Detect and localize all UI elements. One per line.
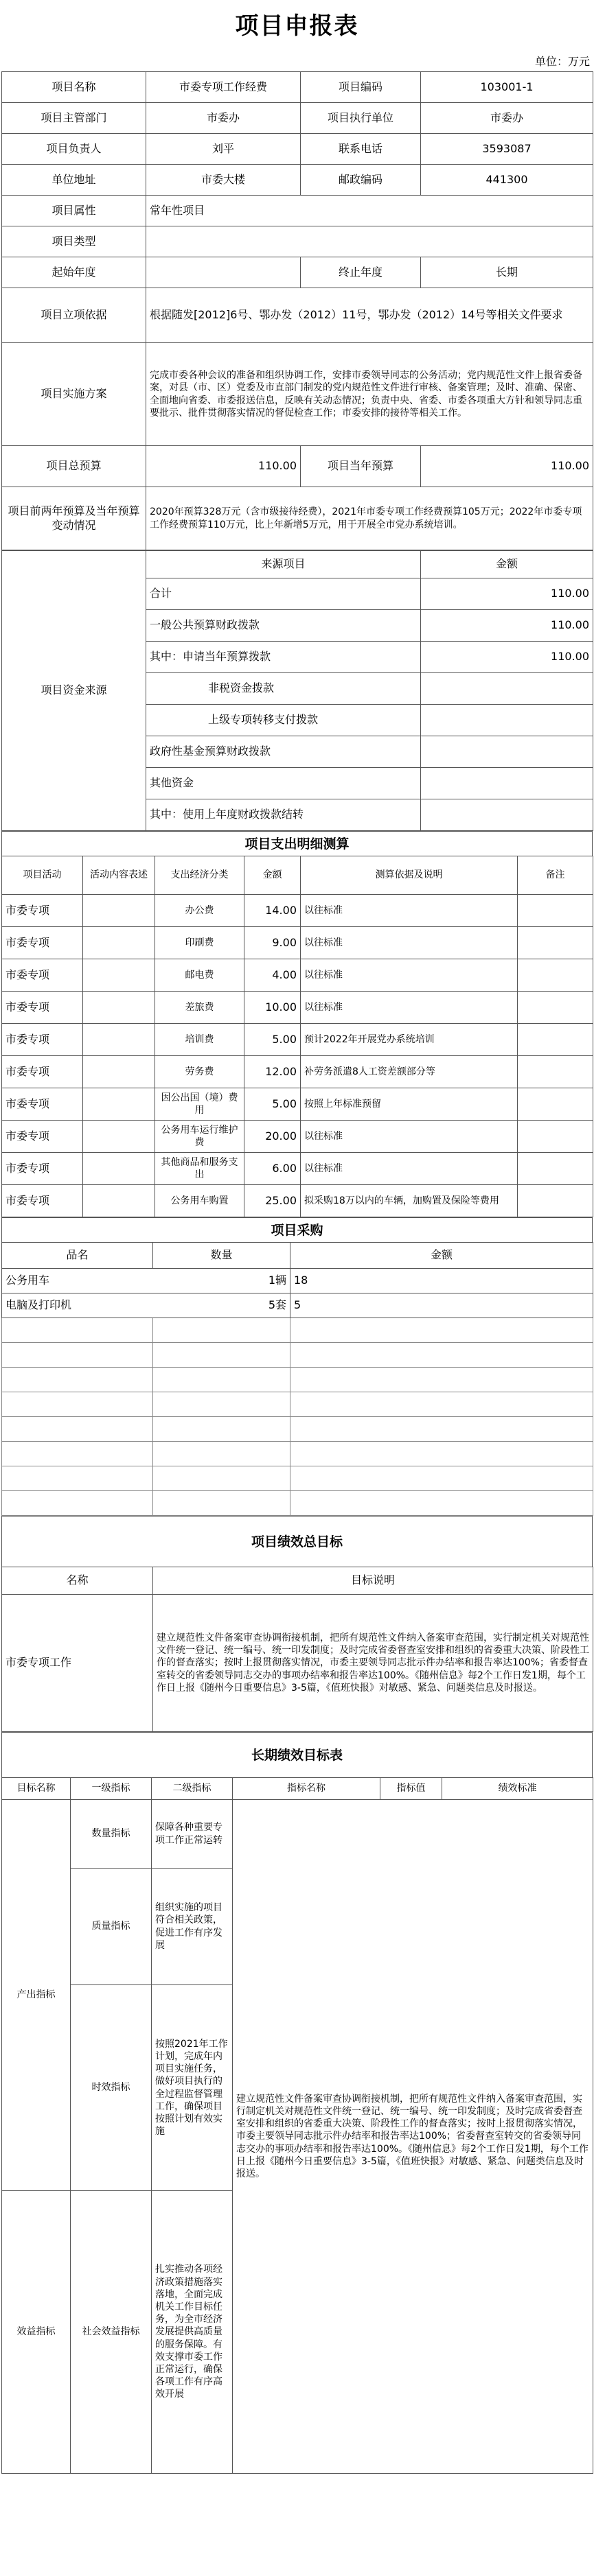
long-level2: 按照2021年工作计划，完成年内项目实施任务，做好项目执行的全过程监督管理工作，确保项目按照计划有效实施 <box>152 1985 233 2191</box>
expense-content <box>83 895 155 927</box>
year-label: 项目当年预算 <box>301 446 421 487</box>
funds-row-amount <box>421 705 593 736</box>
expense-table <box>1 856 593 1217</box>
attr-label: 项目属性 <box>2 196 146 226</box>
purchase-blank-row <box>2 1343 593 1368</box>
long-level1: 时效指标 <box>71 1985 152 2191</box>
funds-row-name: 一般公共预算财政拨款 <box>146 610 421 642</box>
purchase-header: 数量 <box>153 1243 290 1269</box>
expense-row <box>2 992 593 1024</box>
funds-row-amount: 110.00 <box>421 642 593 673</box>
expense-category: 公务用车运行维护费 <box>155 1121 244 1153</box>
expense-row <box>2 959 593 992</box>
purchase-blank-row <box>2 1392 593 1417</box>
expense-basis: 预计2022年开展党办系统培训 <box>301 1024 518 1056</box>
funds-table <box>1 550 593 831</box>
expense-activity: 市委专项 <box>2 895 83 927</box>
expense-amount: 4.00 <box>244 959 301 992</box>
expense-activity: 市委专项 <box>2 1121 83 1153</box>
unit-label: 单位：万元 <box>534 55 590 68</box>
basis-label: 项目立项依据 <box>2 288 146 343</box>
expense-basis: 以往标准 <box>301 927 518 959</box>
funds-row-name: 上级专项转移支付拨款 <box>146 705 421 736</box>
expense-category: 培训费 <box>155 1024 244 1056</box>
zip-value: 441300 <box>421 165 593 196</box>
goal-table <box>1 1567 593 1732</box>
change-value: 2020年预算328万元（含市级接待经费），2021年市委专项工作经费预算105万元；2022年市委专项工作经费预算110万元，比上年新增5万元，用于开展全市党办系统培训。 <box>146 487 593 550</box>
expense-header: 金额 <box>244 856 301 895</box>
start-value <box>146 257 301 288</box>
goal-col-desc: 目标说明 <box>153 1567 593 1595</box>
basis-value: 根据随发[2012]6号、鄂办发（2012）11号，鄂办发（2012）14号等相关文件要求 <box>146 288 593 343</box>
long-header: 二级指标 <box>152 1778 233 1800</box>
end-value: 长期 <box>421 257 593 288</box>
expense-note <box>518 992 593 1024</box>
expense-content <box>83 1153 155 1185</box>
expense-basis: 以往标准 <box>301 895 518 927</box>
expense-note <box>518 895 593 927</box>
purchase-amount: 18 <box>290 1269 593 1293</box>
expense-header: 测算依据及说明 <box>301 856 518 895</box>
expense-basis: 以往标准 <box>301 959 518 992</box>
end-label: 终止年度 <box>301 257 421 288</box>
long-header: 指标值 <box>380 1778 442 1800</box>
name-label: 项目名称 <box>2 72 146 103</box>
long-header: 指标名称 <box>233 1778 380 1800</box>
long-level2: 扎实推动各项经济政策措施落实落地，全面完成机关工作目标任务，为全市经济发展提供高质量的服务保障。有效支撑市委工作正常运行，确保各项工作有序高效开展 <box>152 2191 233 2474</box>
change-label: 项目前两年预算及当年预算变动情况 <box>2 487 146 550</box>
name-value: 市委专项工作经费 <box>146 72 301 103</box>
plan-label: 项目实施方案 <box>2 343 146 446</box>
purchase-item: 电脑及打印机 <box>2 1293 153 1318</box>
expense-row <box>2 1153 593 1185</box>
expense-category: 印刷费 <box>155 927 244 959</box>
expense-amount: 5.00 <box>244 1024 301 1056</box>
expense-category: 其他商品和服务支出 <box>155 1153 244 1185</box>
expense-content <box>83 1088 155 1121</box>
expense-activity: 市委专项 <box>2 992 83 1024</box>
expense-category: 公务用车购置 <box>155 1185 244 1217</box>
funds-row-name: 其他资金 <box>146 768 421 799</box>
basic-info-table <box>1 71 593 550</box>
purchase-qty: 1辆 <box>153 1269 290 1293</box>
expense-note <box>518 1185 593 1217</box>
goal-name: 市委专项工作 <box>2 1595 153 1732</box>
phone-value: 3593087 <box>421 134 593 165</box>
type-label: 项目类型 <box>2 226 146 257</box>
addr-label: 单位地址 <box>2 165 146 196</box>
exec-label: 项目执行单位 <box>301 103 421 134</box>
expense-note <box>518 1153 593 1185</box>
start-label: 起始年度 <box>2 257 146 288</box>
expense-content <box>83 1024 155 1056</box>
funds-row-name: 其中：申请当年预算拨款 <box>146 642 421 673</box>
expense-activity: 市委专项 <box>2 1056 83 1088</box>
expense-row <box>2 1088 593 1121</box>
expense-activity: 市委专项 <box>2 959 83 992</box>
expense-amount: 6.00 <box>244 1153 301 1185</box>
expense-note <box>518 927 593 959</box>
funds-col-source: 来源项目 <box>146 551 421 578</box>
expense-amount: 9.00 <box>244 927 301 959</box>
expense-amount: 12.00 <box>244 1056 301 1088</box>
type-value <box>146 226 593 257</box>
zip-label: 邮政编码 <box>301 165 421 196</box>
long-cat-effect: 效益指标 <box>2 2191 71 2474</box>
person-label: 项目负责人 <box>2 134 146 165</box>
expense-content <box>83 1121 155 1153</box>
expense-row <box>2 1056 593 1088</box>
long-level2: 保障各种重要专项工作正常运转 <box>152 1800 233 1869</box>
funds-row-name: 其中：使用上年度财政拨款结转 <box>146 799 421 831</box>
funds-row-amount <box>421 736 593 768</box>
long-header: 目标名称 <box>2 1778 71 1800</box>
code-value: 103001-1 <box>421 72 593 103</box>
long-header: 绩效标准 <box>442 1778 593 1800</box>
purchase-blank-row <box>2 1442 593 1466</box>
expense-basis: 以往标准 <box>301 1153 518 1185</box>
expense-amount: 14.00 <box>244 895 301 927</box>
funds-row-name: 非税资金拨款 <box>146 673 421 705</box>
code-label: 项目编码 <box>301 72 421 103</box>
expense-basis: 以往标准 <box>301 992 518 1024</box>
expense-basis: 补劳务派遣8人工资差额部分等 <box>301 1056 518 1088</box>
form-title: 项目申报表 <box>235 12 359 40</box>
expense-content <box>83 992 155 1024</box>
long-term-table <box>1 1777 593 2474</box>
expense-note <box>518 1024 593 1056</box>
funds-row-amount: 110.00 <box>421 610 593 642</box>
expense-activity: 市委专项 <box>2 927 83 959</box>
attr-value: 常年性项目 <box>146 196 593 226</box>
purchase-header: 金额 <box>290 1243 593 1269</box>
purchase-qty: 5套 <box>153 1293 290 1318</box>
plan-value: 完成市委各种会议的准备和组织协调工作，安排市委领导同志的公务活动；党内规范性文件上报省委备案，对县（市、区）党委及市直部门制发的党内规范性文件进行审核、备案管理；及时、准确、保密、全面地向省委、市委报送信息，反映有关动态情况；负责中央、省委、市委各项重大方针和领导同志重要批示、批件贯彻落实情况的督促检查工作；市委安排的接待等相关工作。 <box>146 343 593 446</box>
expense-amount: 10.00 <box>244 992 301 1024</box>
expense-basis: 拟采购18万以内的车辆，加购置及保险等费用 <box>301 1185 518 1217</box>
funds-row-name: 政府性基金预算财政拨款 <box>146 736 421 768</box>
year-value: 110.00 <box>421 446 593 487</box>
long-header: 一级指标 <box>71 1778 152 1800</box>
expense-content <box>83 1056 155 1088</box>
long-shared-indicator: 建立规范性文件备案审查协调衔接机制，把所有规范性文件纳入备案审查范围，实行制定机关对规范性文件统一登记、统一编号、统一印发制度；及时完成省委督查室安排和组织的省委重大决策、阶段性工作的督查落实；按时上报贯彻落实情况，市委主要领导同志批示件办结率和报告率达100%；省委督查室转交的省委领导同志交办的事项办结率和报告率达100%。《随州信息》每2个工作日发1期，每个工作日上报《随州今日重要信息》3-5篇，《值班快报》对敏感、紧急、问题类信息及时报送。 <box>233 1800 593 2474</box>
person-value: 刘平 <box>146 134 301 165</box>
total-label: 项目总预算 <box>2 446 146 487</box>
expense-category: 劳务费 <box>155 1056 244 1088</box>
goal-col-name: 名称 <box>2 1567 153 1595</box>
expense-note <box>518 1121 593 1153</box>
purchase-item: 公务用车 <box>2 1269 153 1293</box>
purchase-blank-row <box>2 1368 593 1392</box>
long-level1: 数量指标 <box>71 1800 152 1869</box>
funds-row-name: 合计 <box>146 578 421 610</box>
expense-basis: 按照上年标准预留 <box>301 1088 518 1121</box>
goal-section-title: 项目绩效总目标 <box>1 1516 593 1567</box>
expense-content <box>83 959 155 992</box>
purchase-blank-row <box>2 1491 593 1516</box>
purchase-section-title: 项目采购 <box>1 1217 593 1242</box>
funds-row-amount <box>421 673 593 705</box>
dept-value: 市委办 <box>146 103 301 134</box>
funds-col-amount: 金额 <box>421 551 593 578</box>
expense-row <box>2 1185 593 1217</box>
long-section-title: 长期绩效目标表 <box>1 1732 593 1777</box>
phone-label: 联系电话 <box>301 134 421 165</box>
expense-activity: 市委专项 <box>2 1024 83 1056</box>
long-level2: 组织实施的项目符合相关政策，促进工作有序发展 <box>152 1869 233 1985</box>
purchase-header: 品名 <box>2 1243 153 1269</box>
funds-label: 项目资金来源 <box>2 551 146 831</box>
expense-header: 活动内容表述 <box>83 856 155 895</box>
expense-category: 差旅费 <box>155 992 244 1024</box>
purchase-blank-row <box>2 1466 593 1491</box>
expense-note <box>518 1056 593 1088</box>
purchase-amount: 5 <box>290 1293 593 1318</box>
exec-value: 市委办 <box>421 103 593 134</box>
expense-category: 邮电费 <box>155 959 244 992</box>
expense-category: 办公费 <box>155 895 244 927</box>
expense-row <box>2 1121 593 1153</box>
purchase-blank-row <box>2 1417 593 1442</box>
expense-basis: 以往标准 <box>301 1121 518 1153</box>
purchase-table <box>1 1242 593 1516</box>
purchase-blank-row <box>2 1318 593 1343</box>
funds-row-amount <box>421 799 593 831</box>
total-value: 110.00 <box>146 446 301 487</box>
expense-amount: 25.00 <box>244 1185 301 1217</box>
funds-row-amount <box>421 768 593 799</box>
expense-activity: 市委专项 <box>2 1088 83 1121</box>
expense-header: 备注 <box>518 856 593 895</box>
expense-note <box>518 959 593 992</box>
expense-amount: 5.00 <box>244 1088 301 1121</box>
expense-row <box>2 1024 593 1056</box>
expense-category: 因公出国（境）费用 <box>155 1088 244 1121</box>
expense-activity: 市委专项 <box>2 1185 83 1217</box>
expense-note <box>518 1088 593 1121</box>
expense-header: 项目活动 <box>2 856 83 895</box>
long-cat-output: 产出指标 <box>2 1800 71 2191</box>
funds-row-amount: 110.00 <box>421 578 593 610</box>
expense-row <box>2 895 593 927</box>
dept-label: 项目主管部门 <box>2 103 146 134</box>
expense-activity: 市委专项 <box>2 1153 83 1185</box>
expense-section-title: 项目支出明细测算 <box>1 831 593 856</box>
goal-desc: 建立规范性文件备案审查协调衔接机制，把所有规范性文件纳入备案审查范围，实行制定机关对规范性文件统一登记、统一编号、统一印发制度；及时完成省委督查室安排和组织的省委重大决策、阶段性工作的督查落实；按时上报贯彻落实情况，市委主要领导同志批示件办结率和报告率达100%；省委督查室转交的省委领导同志交办的事项办结率和报告率达100%。《随州信息》每2个工作日发1期，每个工作日上报《随州今日重要信息》3-5篇，《值班快报》对敏感、紧急、问题类信息及时报送。 <box>153 1595 593 1732</box>
expense-content <box>83 927 155 959</box>
expense-amount: 20.00 <box>244 1121 301 1153</box>
long-level1: 质量指标 <box>71 1869 152 1985</box>
expense-header: 支出经济分类 <box>155 856 244 895</box>
expense-row <box>2 927 593 959</box>
expense-content <box>83 1185 155 1217</box>
addr-value: 市委大楼 <box>146 165 301 196</box>
long-level1: 社会效益指标 <box>71 2191 152 2474</box>
